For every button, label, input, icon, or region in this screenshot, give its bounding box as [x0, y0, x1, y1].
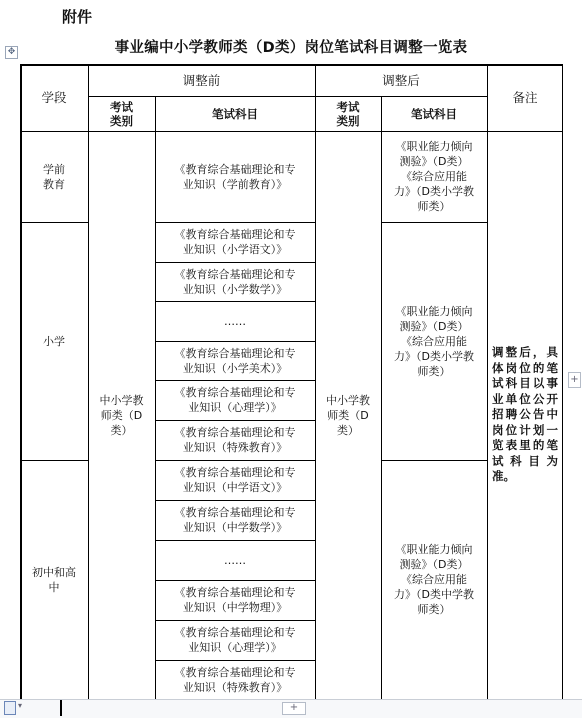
before-subject-cell [155, 620, 315, 660]
before-subject-cell-line: 业知识（心理学）》 [188, 401, 282, 414]
before-subject-cell-text [175, 665, 296, 695]
after-subject-preschool-line: 力》（D类小学教 [394, 185, 474, 198]
exam-category-before-line: 中小学教 [99, 393, 144, 407]
header-exam-category-before-line: 类别 [110, 113, 133, 128]
header-remarks-text [512, 90, 537, 105]
before-subject-cell-line: 《教育综合基础理论和专 [174, 386, 296, 399]
header-after [315, 64, 487, 96]
attachment-label: 附件 [62, 8, 93, 26]
header-exam-subjects-before-text [212, 107, 258, 121]
exam-category-before-line: 类） [110, 423, 133, 437]
before-subject-cell-text [175, 162, 296, 192]
header-exam-subjects-after-text [411, 107, 457, 121]
before-subject-cell-line: 业知识（学前教育）》 [182, 177, 288, 191]
before-subject-cell-text [224, 553, 246, 568]
header-after-text [382, 73, 420, 88]
before-subject-cell-line: 《教育综合基础理论和专 [174, 162, 296, 176]
before-subject-cell-line: 《教育综合基础理论和专 [174, 466, 296, 479]
before-subject-cell-line: 业知识（小学美术）》 [182, 361, 288, 375]
before-subject-cell-line: …… [224, 553, 246, 567]
before-subject-cell-line: 《教育综合基础理论和专 [174, 586, 296, 599]
remarks-cell [487, 131, 563, 699]
exam-category-after [315, 131, 381, 699]
before-subject-cell-line: 《教育综合基础理论和专 [174, 267, 296, 281]
stage-secondary-line: 初中和高 [32, 565, 76, 579]
exam-category-before-line: 师类（D [100, 408, 143, 422]
document-title: 事业编中小学教师类（D类）岗位笔试科目调整一览表 [114, 40, 468, 56]
after-subject-secondary-line: 力》（D类中学教 [394, 588, 474, 601]
header-exam-subjects-after [381, 96, 487, 131]
before-subject-cell-line: 业知识（小学语文）》 [182, 243, 288, 256]
before-subject-cell [155, 262, 315, 301]
header-remarks [487, 64, 563, 131]
before-subject-cell-line: 业知识（中学数学）》 [182, 521, 288, 534]
before-subject-cell [155, 222, 315, 262]
before-subject-cell [155, 301, 315, 341]
header-stage-line: 学段 [41, 90, 67, 105]
before-subject-cell-line: 业知识（中学语文）》 [182, 481, 288, 494]
before-subject-cell [155, 580, 315, 620]
before-subject-cell-line: 业知识（特殊教育）》 [182, 441, 288, 454]
before-subject-cell-text [224, 314, 246, 329]
before-subject-cell-line: 《教育综合基础理论和专 [174, 228, 296, 241]
after-subject-preschool-line: 师类） [417, 200, 451, 213]
stage-preschool-line: 教育 [43, 177, 65, 191]
stage-primary-text [43, 334, 65, 349]
stage-primary [20, 222, 88, 460]
after-subject-preschool-line: 《职业能力倾向 [395, 140, 473, 153]
before-subject-cell-text [175, 267, 296, 297]
header-exam-category-before-text [110, 100, 133, 128]
after-subject-secondary-line: 师类） [417, 603, 451, 616]
before-subject-cell-text [175, 346, 296, 376]
stage-preschool [20, 131, 88, 222]
before-subject-cell-text [175, 465, 296, 495]
after-subject-preschool-text [394, 139, 474, 214]
after-subject-preschool-line: 《综合应用能 [400, 170, 467, 183]
before-subject-cell [155, 341, 315, 380]
header-exam-subjects-before-line: 笔试科目 [212, 106, 258, 121]
before-subject-cell-line: 《教育综合基础理论和专 [174, 665, 296, 679]
after-subject-preschool-line: 测验》（D类） [399, 155, 469, 168]
before-subject-cell-text [175, 625, 296, 655]
before-subject-cell [155, 380, 315, 420]
after-subject-secondary-line: 测验》（D类） [399, 558, 469, 571]
header-exam-category-before-line: 考试 [110, 99, 133, 114]
before-subject-cell-line: 业知识（中学物理）》 [182, 601, 288, 614]
exam-category-after-line: 师类（D [327, 408, 369, 422]
after-subject-primary-line: 《职业能力倾向 [395, 304, 473, 318]
exam-category-after-line: 中小学教 [326, 393, 370, 407]
header-exam-subjects-after-line: 笔试科目 [411, 106, 457, 121]
before-subject-cell-line: …… [224, 314, 246, 328]
remarks-text: 调整后，具体岗位的笔试科目以事业单位公开招聘公告中岗位计划一览表里的笔试科目为准。 [492, 345, 558, 484]
add-row-icon[interactable]: + [282, 702, 306, 715]
add-column-icon[interactable]: + [568, 372, 581, 388]
after-subject-secondary-line: 《职业能力倾向 [395, 543, 473, 556]
after-subject-secondary-text [394, 542, 474, 617]
header-before-text [183, 73, 221, 88]
before-subject-cell [155, 420, 315, 460]
stage-secondary [20, 460, 88, 699]
header-exam-category-after-line: 考试 [336, 99, 360, 114]
header-stage [20, 64, 88, 131]
header-exam-category-after [315, 96, 381, 131]
header-after-line: 调整后 [382, 72, 420, 88]
exam-category-before [88, 131, 155, 699]
stage-secondary-text [32, 565, 76, 595]
before-subject-cell-line: 《教育综合基础理论和专 [174, 426, 296, 439]
header-before [88, 64, 315, 96]
exam-category-after-line: 类） [337, 423, 359, 437]
table-move-handle-icon[interactable]: ✥ [5, 46, 18, 59]
before-subject-cell [155, 131, 315, 222]
before-subject-cell [155, 660, 315, 699]
before-subject-cell-line: 业知识（心理学）》 [188, 641, 282, 654]
before-subject-cell [155, 540, 315, 580]
before-subject-cell-line: 《教育综合基础理论和专 [174, 506, 296, 519]
after-subject-primary-line: 测验》（D类） [399, 319, 469, 333]
header-before-line: 调整前 [182, 72, 221, 88]
before-subject-cell [155, 500, 315, 540]
exam-category-after-text [326, 393, 370, 438]
after-subject-secondary [381, 460, 487, 699]
header-exam-category-after-text [337, 100, 360, 128]
stage-secondary-line: 中 [48, 580, 60, 594]
before-subject-cell-text [175, 425, 296, 455]
text-cursor [60, 700, 62, 716]
chevron-down-icon[interactable]: ▾ [18, 701, 23, 710]
before-subject-cell-text [175, 385, 296, 415]
after-subject-primary-line: 《综合应用能 [400, 334, 467, 348]
after-subject-primary-text [394, 304, 474, 379]
header-remarks-line: 备注 [512, 90, 538, 105]
header-exam-category-after-line: 类别 [336, 113, 360, 128]
header-exam-category-before [88, 96, 155, 131]
after-subject-primary-line: 力》（D类小学教 [394, 349, 474, 363]
stage-primary-line: 小学 [43, 334, 65, 348]
before-subject-cell [155, 460, 315, 500]
after-subject-primary-line: 师类） [417, 364, 451, 378]
before-subject-cell-text [175, 585, 296, 615]
before-subject-cell-text [175, 227, 296, 257]
before-subject-cell-line: 业知识（特殊教育）》 [182, 680, 288, 694]
before-subject-cell-text [175, 505, 296, 535]
after-subject-primary [381, 222, 487, 460]
document-icon[interactable] [4, 701, 16, 715]
exam-category-before-text [100, 393, 144, 438]
after-subject-preschool [381, 131, 487, 222]
after-subject-secondary-line: 《综合应用能 [400, 573, 467, 586]
stage-preschool-text [43, 162, 65, 192]
before-subject-cell-line: 《教育综合基础理论和专 [174, 626, 296, 639]
stage-preschool-line: 学前 [43, 162, 65, 176]
header-exam-subjects-before [155, 96, 315, 131]
before-subject-cell-line: 《教育综合基础理论和专 [174, 346, 296, 360]
header-stage-text [41, 90, 66, 105]
before-subject-cell-line: 业知识（小学数学）》 [182, 282, 288, 296]
